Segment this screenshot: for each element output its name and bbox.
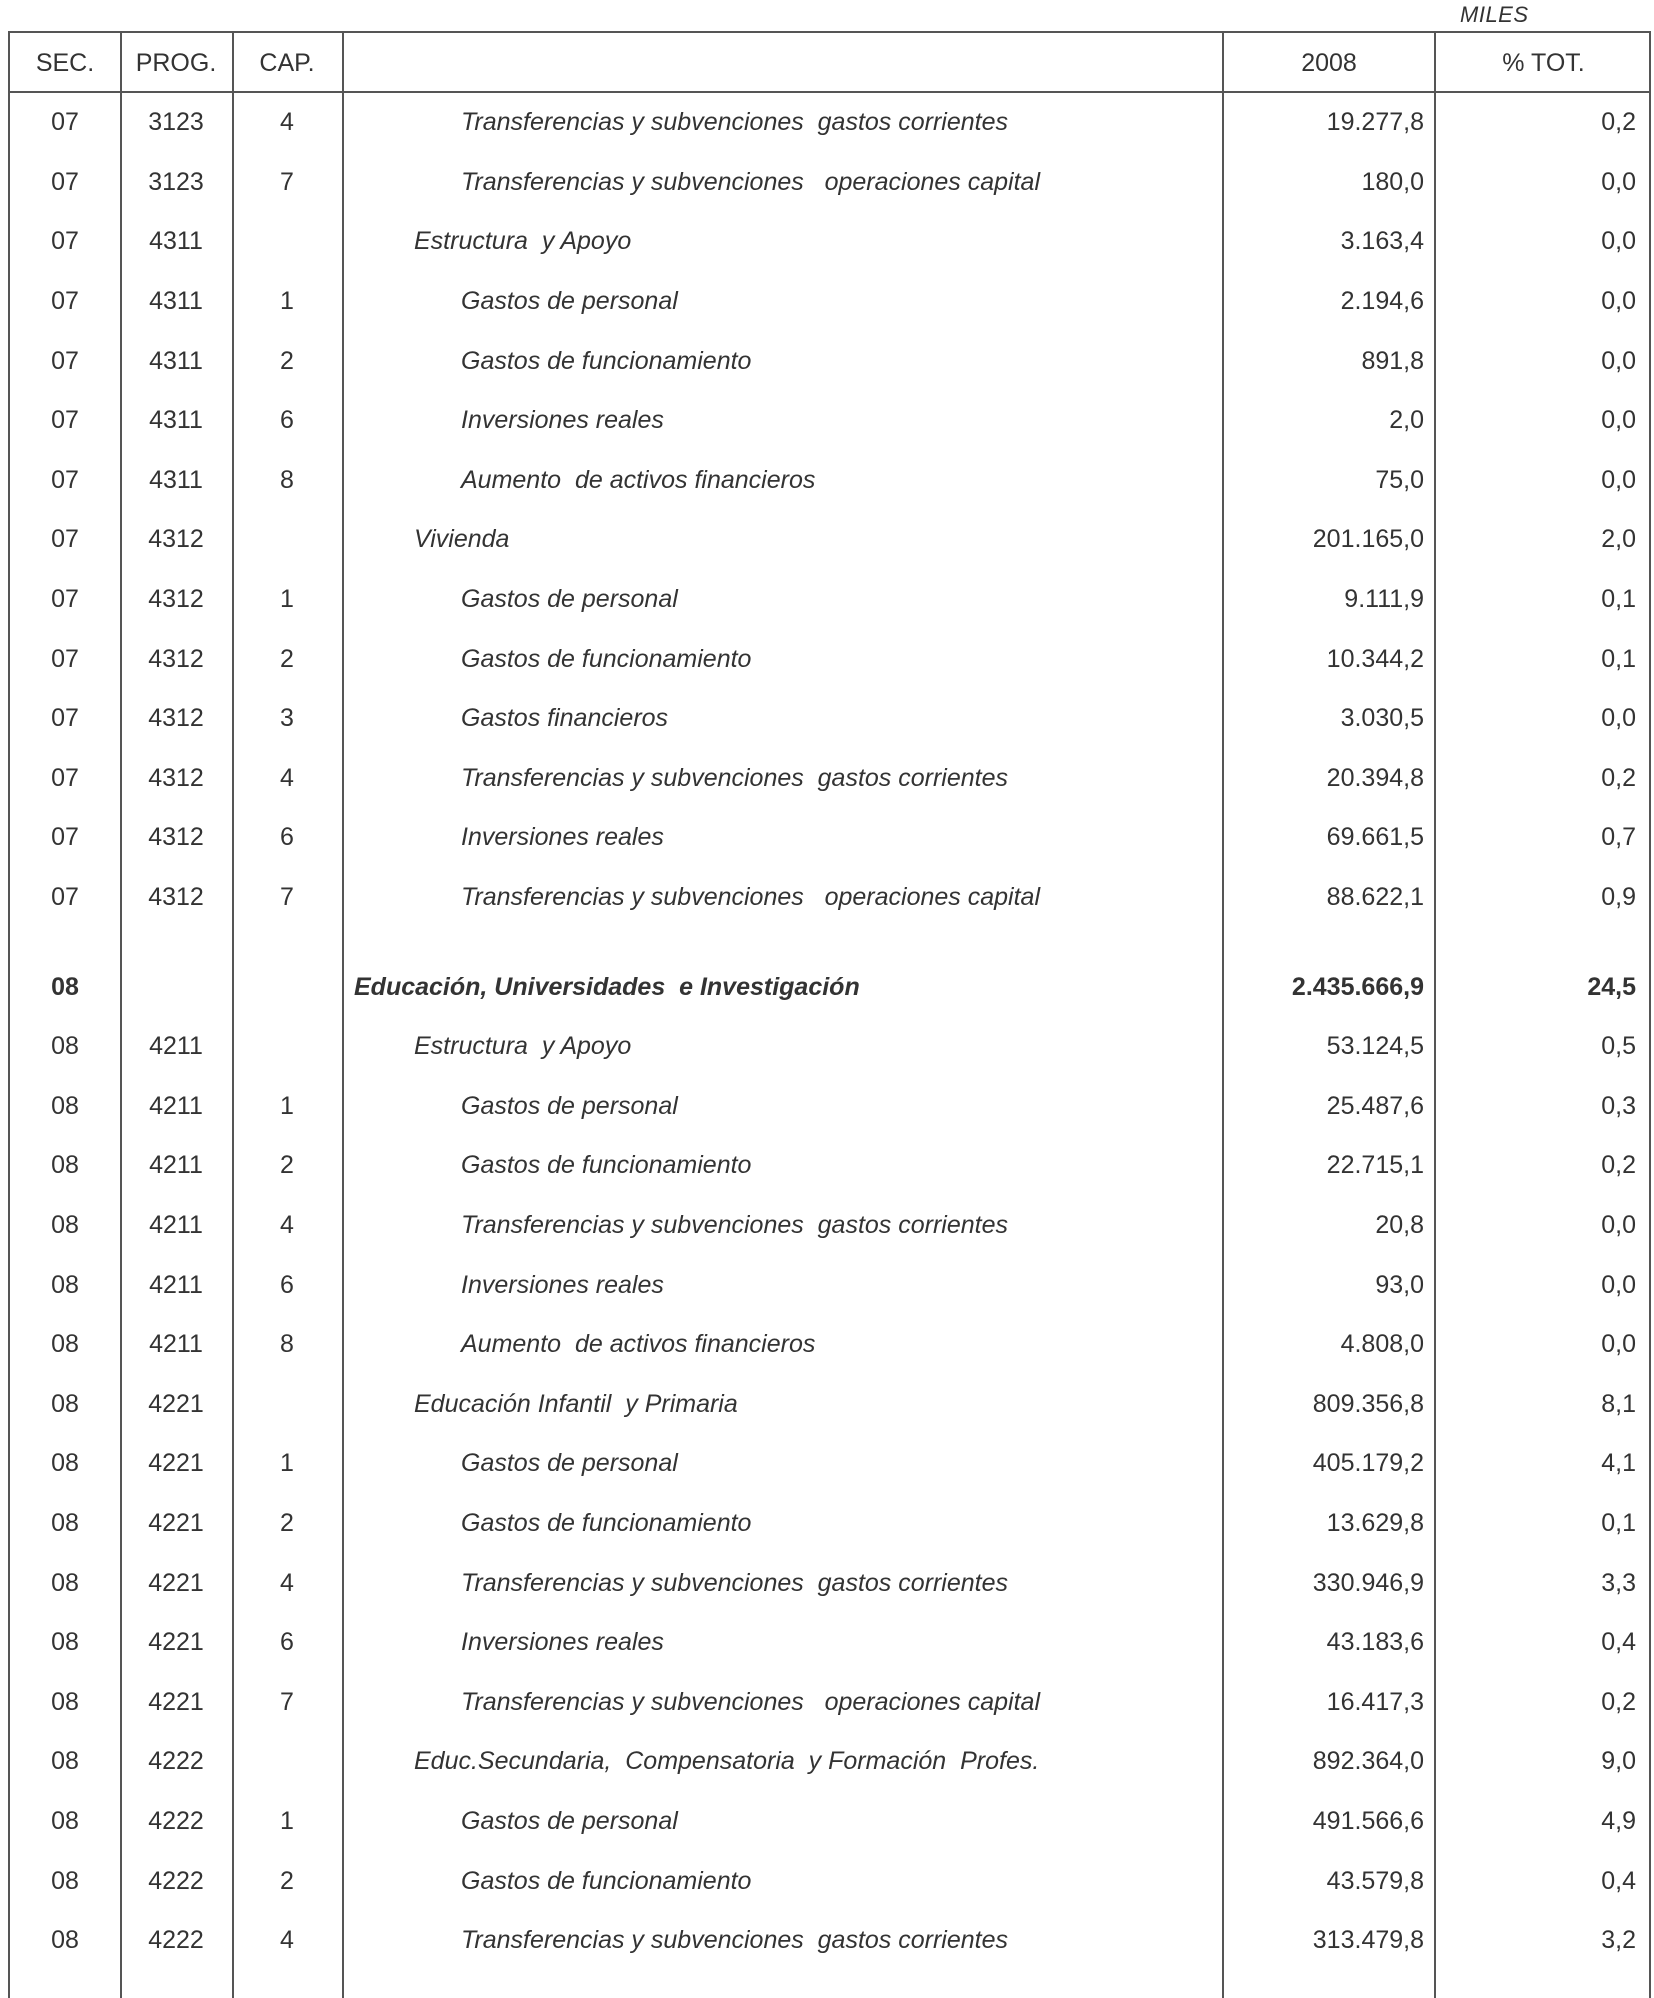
cell-amount-2008: 19.277,8: [1326, 108, 1424, 137]
cell-prog: 4221: [148, 1628, 204, 1657]
cell-sec: 08: [51, 1032, 79, 1061]
cell-amount-2008: 3.163,4: [1340, 227, 1424, 256]
cell-prog: 4211: [149, 1330, 203, 1359]
cell-percent-total: 0,4: [1601, 1866, 1636, 1895]
chapter-row: [10, 1672, 1649, 1732]
cell-amount-2008: 201.165,0: [1312, 525, 1424, 554]
chapter-row: [10, 1077, 1649, 1137]
cell-description: Aumento de activos financieros: [461, 1330, 816, 1359]
cell-sec: 07: [51, 823, 79, 852]
cell-sec: 08: [51, 1330, 79, 1359]
cell-amount-2008: 330.946,9: [1312, 1568, 1424, 1597]
cell-sec: 08: [51, 1508, 79, 1537]
cell-cap: 8: [280, 1330, 294, 1359]
cell-cap: [232, 510, 342, 570]
cell-amount-2008: 9.111,9: [1344, 585, 1424, 614]
header-prog: PROG.: [135, 49, 217, 77]
cell-prog: 4312: [148, 585, 204, 614]
cell-amount-2008: 405.179,2: [1312, 1449, 1424, 1478]
cell-percent-total: 0,2: [1601, 108, 1636, 137]
cell-percent-total: 4,1: [1601, 1449, 1636, 1478]
cell-percent-total: 0,9: [1601, 883, 1636, 912]
cell-amount-2008: 491.566,6: [1312, 1806, 1424, 1835]
cell-cap: [232, 212, 342, 272]
chapter-row: [10, 1792, 1649, 1852]
cell-percent-total: 0,5: [1601, 1032, 1636, 1061]
cell-prog: 4211: [149, 1032, 203, 1061]
cell-cap: [232, 1017, 342, 1077]
cell-percent-total: 0,4: [1601, 1628, 1636, 1657]
cell-percent-total: 0,2: [1601, 1687, 1636, 1716]
cell-amount-2008: 43.579,8: [1326, 1866, 1424, 1895]
cell-amount-2008: 43.183,6: [1326, 1628, 1424, 1657]
cell-description: Transferencias y subvenciones operaciones capital: [461, 167, 1041, 196]
cell-percent-total: 0,0: [1601, 1330, 1636, 1359]
chapter-row: [10, 629, 1649, 689]
cell-percent-total: 0,0: [1601, 227, 1636, 256]
cell-sec: 08: [51, 1151, 79, 1180]
cell-cap: 3: [280, 704, 294, 733]
cell-amount-2008: 16.417,3: [1326, 1687, 1424, 1716]
cell-prog: 3123: [148, 108, 204, 137]
program-row: [10, 1374, 1649, 1434]
cell-amount-2008: 22.715,1: [1326, 1151, 1424, 1180]
cell-sec: 07: [51, 167, 79, 196]
cell-prog: 4222: [148, 1866, 204, 1895]
header-cap: CAP.: [259, 49, 315, 77]
cell-cap: 2: [280, 346, 294, 375]
cell-description: Transferencias y subvenciones gastos corrientes: [461, 1210, 1009, 1239]
cell-percent-total: 0,0: [1601, 1270, 1636, 1299]
cell-amount-2008: 75,0: [1375, 465, 1424, 494]
cell-prog: 4312: [148, 525, 204, 554]
cell-sec: 08: [51, 1866, 79, 1895]
cell-amount-2008: 53.124,5: [1326, 1032, 1424, 1061]
cell-sec: 08: [51, 1091, 79, 1120]
cell-description: Estructura y Apoyo: [414, 227, 632, 256]
cell-percent-total: 0,0: [1601, 1210, 1636, 1239]
cell-amount-2008: 313.479,8: [1312, 1926, 1424, 1955]
cell-cap: 4: [280, 1210, 294, 1239]
table-body: [10, 93, 1649, 1970]
cell-sec: 08: [51, 1687, 79, 1716]
cell-cap: 4: [280, 1926, 294, 1955]
cell-description: Gastos de funcionamiento: [461, 1508, 752, 1537]
cell-prog: 4311: [149, 346, 203, 375]
cell-prog: 4312: [148, 883, 204, 912]
chapter-row: [10, 1315, 1649, 1375]
chapter-row: [10, 1911, 1649, 1971]
cell-percent-total: 8,1: [1601, 1389, 1636, 1418]
cell-sec: 08: [51, 1926, 79, 1955]
cell-percent-total: 0,0: [1601, 406, 1636, 435]
cell-description: Transferencias y subvenciones operaciones capital: [461, 1687, 1041, 1716]
cell-amount-2008: 93,0: [1375, 1270, 1424, 1299]
cell-description: Transferencias y subvenciones gastos corrientes: [461, 1568, 1009, 1597]
cell-sec: 07: [51, 346, 79, 375]
cell-amount-2008: 809.356,8: [1312, 1389, 1424, 1418]
cell-amount-2008: 69.661,5: [1326, 823, 1424, 852]
cell-percent-total: 0,0: [1601, 465, 1636, 494]
cell-prog: 3123: [148, 167, 204, 196]
cell-sec: 07: [51, 108, 79, 137]
cell-cap: 6: [280, 1270, 294, 1299]
cell-amount-2008: 2.194,6: [1340, 287, 1424, 316]
cell-sec: 08: [51, 1210, 79, 1239]
cell-percent-total: 3,3: [1601, 1568, 1636, 1597]
cell-percent-total: 2,0: [1601, 525, 1636, 554]
cell-prog: 4222: [148, 1806, 204, 1835]
cell-description: Educación, Universidades e Investigación: [354, 972, 860, 1001]
header-sec: SEC.: [35, 49, 95, 77]
cell-prog: 4312: [148, 704, 204, 733]
cell-amount-2008: 13.629,8: [1326, 1508, 1424, 1537]
header-percent-total: % TOT.: [1502, 49, 1585, 77]
cell-prog: 4222: [148, 1747, 204, 1776]
cell-sec: 08: [51, 1628, 79, 1657]
cell-description: Gastos de funcionamiento: [461, 644, 752, 673]
chapter-row: [10, 331, 1649, 391]
cell-cap: 2: [280, 644, 294, 673]
cell-percent-total: 4,9: [1601, 1806, 1636, 1835]
cell-sec: 07: [51, 585, 79, 614]
cell-sec: 08: [51, 972, 79, 1001]
cell-sec: 07: [51, 763, 79, 792]
cell-description: Estructura y Apoyo: [414, 1032, 632, 1061]
cell-cap: [232, 957, 342, 1017]
cell-percent-total: 0,0: [1601, 346, 1636, 375]
cell-prog: 4221: [148, 1508, 204, 1537]
cell-percent-total: 24,5: [1587, 972, 1636, 1001]
cell-cap: 4: [280, 108, 294, 137]
cell-cap: 4: [280, 763, 294, 792]
program-row: [10, 212, 1649, 272]
cell-prog: [120, 957, 232, 1017]
cell-amount-2008: 180,0: [1361, 167, 1424, 196]
chapter-row: [10, 1553, 1649, 1613]
cell-percent-total: 0,0: [1601, 704, 1636, 733]
chapter-row: [10, 1613, 1649, 1673]
cell-amount-2008: 25.487,6: [1326, 1091, 1424, 1120]
cell-description: Inversiones reales: [461, 1270, 664, 1299]
units-label: MILES: [1460, 2, 1529, 27]
cell-cap: 7: [280, 1687, 294, 1716]
header-year: 2008: [1301, 49, 1357, 77]
cell-sec: 07: [51, 644, 79, 673]
cell-sec: 08: [51, 1389, 79, 1418]
cell-sec: 08: [51, 1747, 79, 1776]
cell-description: Inversiones reales: [461, 823, 664, 852]
cell-amount-2008: 4.808,0: [1340, 1330, 1424, 1359]
cell-sec: 07: [51, 525, 79, 554]
cell-cap: 1: [280, 1449, 294, 1478]
cell-prog: 4221: [148, 1389, 204, 1418]
cell-sec: 07: [51, 465, 79, 494]
cell-amount-2008: 892.364,0: [1312, 1747, 1424, 1776]
cell-description: Gastos de personal: [461, 585, 678, 614]
cell-cap: 1: [280, 287, 294, 316]
chapter-row: [10, 1255, 1649, 1315]
cell-prog: 4221: [148, 1687, 204, 1716]
chapter-row: [10, 93, 1649, 153]
cell-cap: 6: [280, 406, 294, 435]
cell-cap: [232, 1374, 342, 1434]
cell-sec: 08: [51, 1270, 79, 1299]
cell-cap: 2: [280, 1508, 294, 1537]
cell-percent-total: 0,7: [1601, 823, 1636, 852]
cell-description: Inversiones reales: [461, 1628, 664, 1657]
cell-cap: 1: [280, 1091, 294, 1120]
cell-cap: 2: [280, 1866, 294, 1895]
chapter-row: [10, 451, 1649, 511]
cell-prog: 4211: [149, 1210, 203, 1239]
cell-description: Gastos de personal: [461, 1449, 678, 1478]
cell-percent-total: 0,0: [1601, 287, 1636, 316]
cell-amount-2008: 2.435.666,9: [1291, 972, 1424, 1001]
chapter-row: [10, 570, 1649, 630]
cell-prog: 4221: [148, 1568, 204, 1597]
cell-description: Transferencias y subvenciones gastos corrientes: [461, 108, 1009, 137]
cell-prog: 4221: [148, 1449, 204, 1478]
program-row: [10, 1017, 1649, 1077]
cell-sec: 08: [51, 1449, 79, 1478]
cell-sec: 07: [51, 883, 79, 912]
cell-cap: 2: [280, 1151, 294, 1180]
cell-prog: 4211: [149, 1270, 203, 1299]
budget-table: [8, 31, 1651, 1998]
cell-description: Gastos financieros: [461, 704, 669, 733]
chapter-row: [10, 1196, 1649, 1256]
cell-description: Transferencias y subvenciones operaciones capital: [461, 883, 1041, 912]
cell-amount-2008: 2,0: [1389, 406, 1424, 435]
cell-percent-total: 0,2: [1601, 763, 1636, 792]
cell-description: Gastos de funcionamiento: [461, 1866, 752, 1895]
cell-cap: 7: [280, 167, 294, 196]
program-row: [10, 510, 1649, 570]
cell-prog: 4312: [148, 763, 204, 792]
cell-sec: 07: [51, 287, 79, 316]
cell-description: Gastos de funcionamiento: [461, 346, 752, 375]
cell-amount-2008: 88.622,1: [1326, 883, 1424, 912]
cell-description: Gastos de personal: [461, 1091, 678, 1120]
cell-cap: [232, 1732, 342, 1792]
cell-cap: 8: [280, 465, 294, 494]
cell-prog: 4312: [148, 823, 204, 852]
chapter-row: [10, 808, 1649, 868]
cell-sec: 08: [51, 1568, 79, 1597]
cell-cap: 4: [280, 1568, 294, 1597]
chapter-row: [10, 153, 1649, 213]
cell-description: Transferencias y subvenciones gastos corrientes: [461, 763, 1009, 792]
program-row: [10, 1732, 1649, 1792]
chapter-row: [10, 689, 1649, 749]
cell-sec: 08: [51, 1806, 79, 1835]
cell-cap: 6: [280, 823, 294, 852]
cell-percent-total: 0,0: [1601, 167, 1636, 196]
cell-prog: 4211: [149, 1151, 203, 1180]
cell-percent-total: 0,1: [1601, 585, 1636, 614]
chapter-row: [10, 868, 1649, 928]
cell-cap: 7: [280, 883, 294, 912]
cell-percent-total: 0,2: [1601, 1151, 1636, 1180]
cell-cap: 6: [280, 1628, 294, 1657]
cell-amount-2008: 10.344,2: [1326, 644, 1424, 673]
chapter-row: [10, 1136, 1649, 1196]
cell-prog: 4311: [149, 227, 203, 256]
cell-prog: 4311: [149, 465, 203, 494]
cell-prog: 4311: [149, 287, 203, 316]
cell-prog: 4312: [148, 644, 204, 673]
header-description: [344, 33, 1222, 91]
cell-percent-total: 9,0: [1601, 1747, 1636, 1776]
cell-description: Vivienda: [414, 525, 510, 554]
cell-amount-2008: 20,8: [1375, 1210, 1424, 1239]
cell-sec: 07: [51, 227, 79, 256]
cell-description: Aumento de activos financieros: [461, 465, 816, 494]
cell-prog: 4211: [149, 1091, 203, 1120]
cell-sec: 07: [51, 406, 79, 435]
cell-percent-total: 0,1: [1601, 644, 1636, 673]
cell-prog: 4311: [149, 406, 203, 435]
cell-prog: 4222: [148, 1926, 204, 1955]
cell-amount-2008: 891,8: [1361, 346, 1424, 375]
cell-description: Gastos de personal: [461, 1806, 678, 1835]
section-total-row: [10, 957, 1649, 1017]
cell-amount-2008: 3.030,5: [1340, 704, 1424, 733]
cell-description: Transferencias y subvenciones gastos corrientes: [461, 1926, 1009, 1955]
chapter-row: [10, 272, 1649, 332]
cell-sec: 07: [51, 704, 79, 733]
cell-description: Educ.Secundaria, Compensatoria y Formación Profes.: [414, 1747, 1040, 1776]
cell-percent-total: 0,1: [1601, 1508, 1636, 1537]
cell-percent-total: 3,2: [1601, 1926, 1636, 1955]
cell-percent-total: 0,3: [1601, 1091, 1636, 1120]
cell-cap: 1: [280, 585, 294, 614]
chapter-row: [10, 1494, 1649, 1554]
cell-description: Gastos de personal: [461, 287, 678, 316]
chapter-row: [10, 1851, 1649, 1911]
chapter-row: [10, 749, 1649, 809]
chapter-row: [10, 1434, 1649, 1494]
cell-description: Educación Infantil y Primaria: [414, 1389, 738, 1418]
chapter-row: [10, 391, 1649, 451]
cell-description: Gastos de funcionamiento: [461, 1151, 752, 1180]
cell-amount-2008: 20.394,8: [1326, 763, 1424, 792]
cell-description: Inversiones reales: [461, 406, 664, 435]
cell-cap: 1: [280, 1806, 294, 1835]
